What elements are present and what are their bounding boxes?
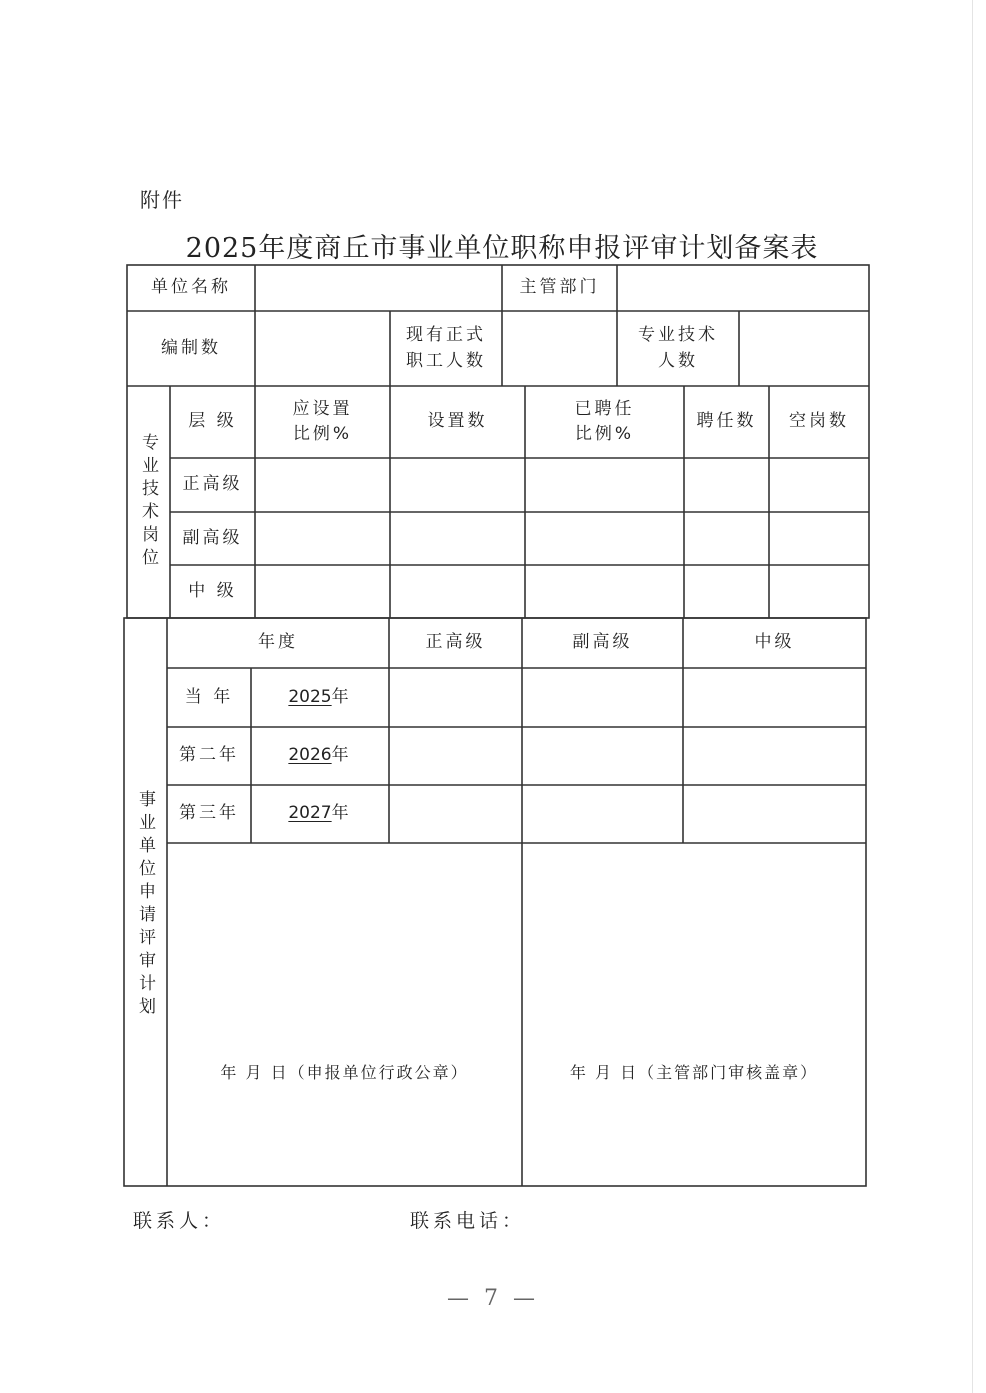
tech-staff-field[interactable]: [739, 311, 869, 386]
current-staff-field[interactable]: [502, 311, 617, 386]
dept-field[interactable]: [617, 265, 869, 311]
unit-name-field[interactable]: [255, 265, 502, 311]
header-associate: 副高级: [572, 632, 633, 653]
contact-person-label: 联系人：: [133, 1210, 226, 1232]
attachment-label: 附件: [140, 188, 184, 212]
section1-side-label: 专业技术岗位: [138, 433, 158, 571]
header-year: 年度: [258, 632, 298, 653]
page-number: — 7 —: [447, 1286, 539, 1311]
staffing-label: 编制数: [161, 337, 221, 358]
year-value-current: 2025 年: [288, 686, 352, 707]
level-intermediate: 中 级: [188, 580, 237, 601]
year-label-second: 第二年: [179, 745, 239, 766]
year-label-current: 当 年: [184, 686, 234, 707]
header-intermediate: 中级: [754, 632, 795, 653]
header-set-count: 设置数: [427, 411, 488, 432]
header-senior: 正高级: [425, 632, 486, 653]
staffing-field[interactable]: [255, 311, 390, 386]
year-label-third: 第三年: [179, 803, 239, 824]
header-hired-count: 聘任数: [696, 411, 757, 432]
section2-side-label: 事业单位申请评审计划: [135, 790, 155, 1020]
current-staff-label: 现有正式 职工人数: [406, 325, 486, 371]
contact-phone-label: 联系电话：: [410, 1210, 526, 1232]
unit-name-label: 单位名称: [151, 277, 231, 298]
seal-department: 年 月 日（主管部门审核盖章）: [569, 1063, 819, 1082]
header-planned-ratio: 应设置 比例%: [292, 398, 353, 444]
year-value-second: 2026 年: [288, 745, 352, 766]
header-level: 层 级: [188, 411, 237, 432]
level-senior: 正高级: [182, 474, 243, 495]
header-hired-ratio: 已聘任 比例%: [574, 398, 635, 444]
year-value-third: 2027 年: [288, 803, 352, 824]
dept-label: 主管部门: [519, 277, 600, 298]
form-title: 2025年度商丘市事业单位职称申报评审计划备案表: [185, 233, 819, 264]
header-vacant-count: 空岗数: [789, 411, 849, 432]
tech-staff-label: 专业技术 人数: [638, 325, 718, 371]
level-associate: 副高级: [182, 527, 243, 548]
seal-applicant: 年 月 日（申报单位行政公章）: [220, 1063, 469, 1082]
